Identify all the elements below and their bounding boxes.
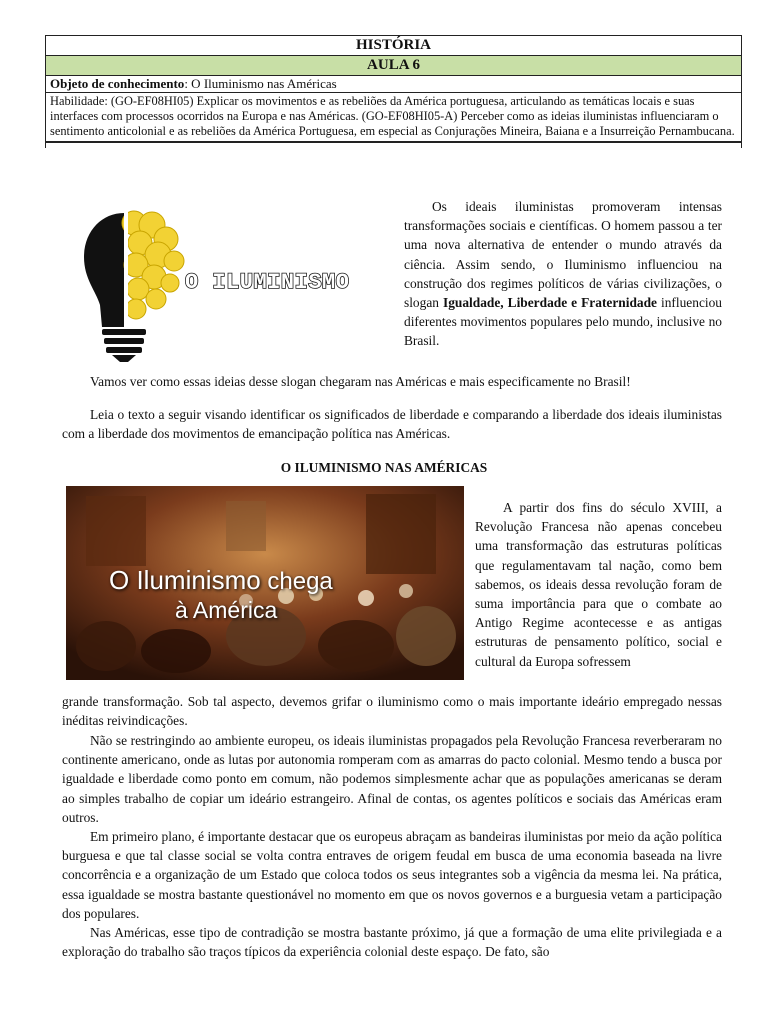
caption-line-2: à América [175, 597, 278, 623]
bulb-title-text: O ILUMINISMO [185, 270, 350, 295]
knowledge-object-label: Objeto de conhecimento [50, 76, 185, 91]
bourgeoisie-paragraph: Em primeiro plano, é importante destacar que os europeus abraçam as bandeiras iluministas por meio da ação política burguesa e que tal classe social se volta contra entraves de origem feudal em busca de uma economia baseada na livre concorrência e a organização de um Estado que coloca todos os seus integrantes sob a vigência da mesma lei. Na prática, essa igualdade se mostra bastante questionável no momento em que os novos governos e a burguesia vetam a participação dos populares. [62, 829, 722, 921]
ability-text: Habilidade: (GO-EF08HI05) Explicar os movimentos e as rebeliões da América portuguesa, articulando as temáticas locais e suas interfaces com processos ocorridos na Europa e nas Américas. (GO-EF08HI05-A) Perceber como as ideias iluministas influenciaram o sentimento anticolonial e as rebeliões da América Portuguesa, em especial as Conjurações Mineira, Baiana e a Insurreição Pernambucana. [46, 93, 741, 142]
caption-line-1 [109, 566, 333, 596]
intro-text-end: influenciou diferentes movimentos populares pelo mundo, inclusive no Brasil. [404, 295, 722, 349]
lesson-number: AULA 6 [46, 56, 741, 76]
slogan-paragraph: Vamos ver como essas ideias desse slogan chegaram nas Américas e mais especificamente no Brasil! [90, 374, 631, 389]
subject-title: HISTÓRIA [46, 36, 741, 56]
americas-paragraph: Não se restringindo ao ambiente europeu, os ideais iluministas propagados pela Revolução Francesa reverberaram no continente americano, onde as lutas por autonomia romperam com as amarras do pacto colonial. Mesmo tendo a busca por igualdade e liberdade como ponto em comum, não podemos simplesmente achar que as populações americanas se deram ao simples trabalho de copiar um ideário estrangeiro. Afinal de contas, os agentes políticos e sociais das Américas eram outros. [62, 733, 722, 825]
iluminismo-lightbulb-image [62, 195, 392, 365]
table-corner-left [45, 142, 46, 148]
lesson-header-table [45, 35, 742, 143]
caption-main: O Iluminismo [109, 565, 261, 595]
caption-verb: chega [260, 568, 333, 595]
intro-paragraph [404, 197, 722, 351]
reading-instruction-paragraph: Leia o texto a seguir visando identificar os significados de liberdade e comparando a liberdade dos ideais iluministas com a liberdade dos movimentos de emancipação política nas Américas. [62, 407, 722, 442]
table-corner-right [741, 142, 742, 148]
slogan: Igualdade, Liberdade e Fraternidade [442, 295, 657, 311]
revolution-column-text: A partir dos fins do século XVIII, a Revolução Francesa não apenas concebeu uma transformação das estruturas políticas que regulamentavam tal nação, como bem sabemos, os ideais dessa revolução foram de suma importância para que o combate ao Antigo Regime acontecesse e as antigas estruturas de pensamento político, social e cultural da Europa sofressem [475, 500, 722, 669]
painting-caption [109, 566, 333, 624]
knowledge-object-value: : O Iluminismo nas Américas [184, 76, 337, 91]
knowledge-object [46, 76, 741, 93]
section-title: O ILUMINISMO NAS AMÉRICAS [280, 460, 488, 475]
colonial-contradiction-paragraph: Nas Américas, esse tipo de contradição se mostra bastante próximo, já que a formação de uma elite privilegiada e a exploração do trabalho são traços típicos da experiência colonial deste espaço. De fato, são [62, 925, 722, 960]
revolution-continued-text: grande transformação. Sob tal aspecto, devemos grifar o iluminismo como o mais importante ideário empregado nessas inéditas reivindicações. [62, 694, 722, 729]
intro-text-start: Os ideais iluministas promoveram intensas transformações sociais e científicas. O homem passou a ter uma nova alternativa de entender o mundo através da ciência. Assim sendo, o Iluminismo influenciou na construção dos regimes políticos de várias civilizações, o slogan [404, 199, 722, 311]
enlightenment-painting-image [66, 486, 464, 680]
